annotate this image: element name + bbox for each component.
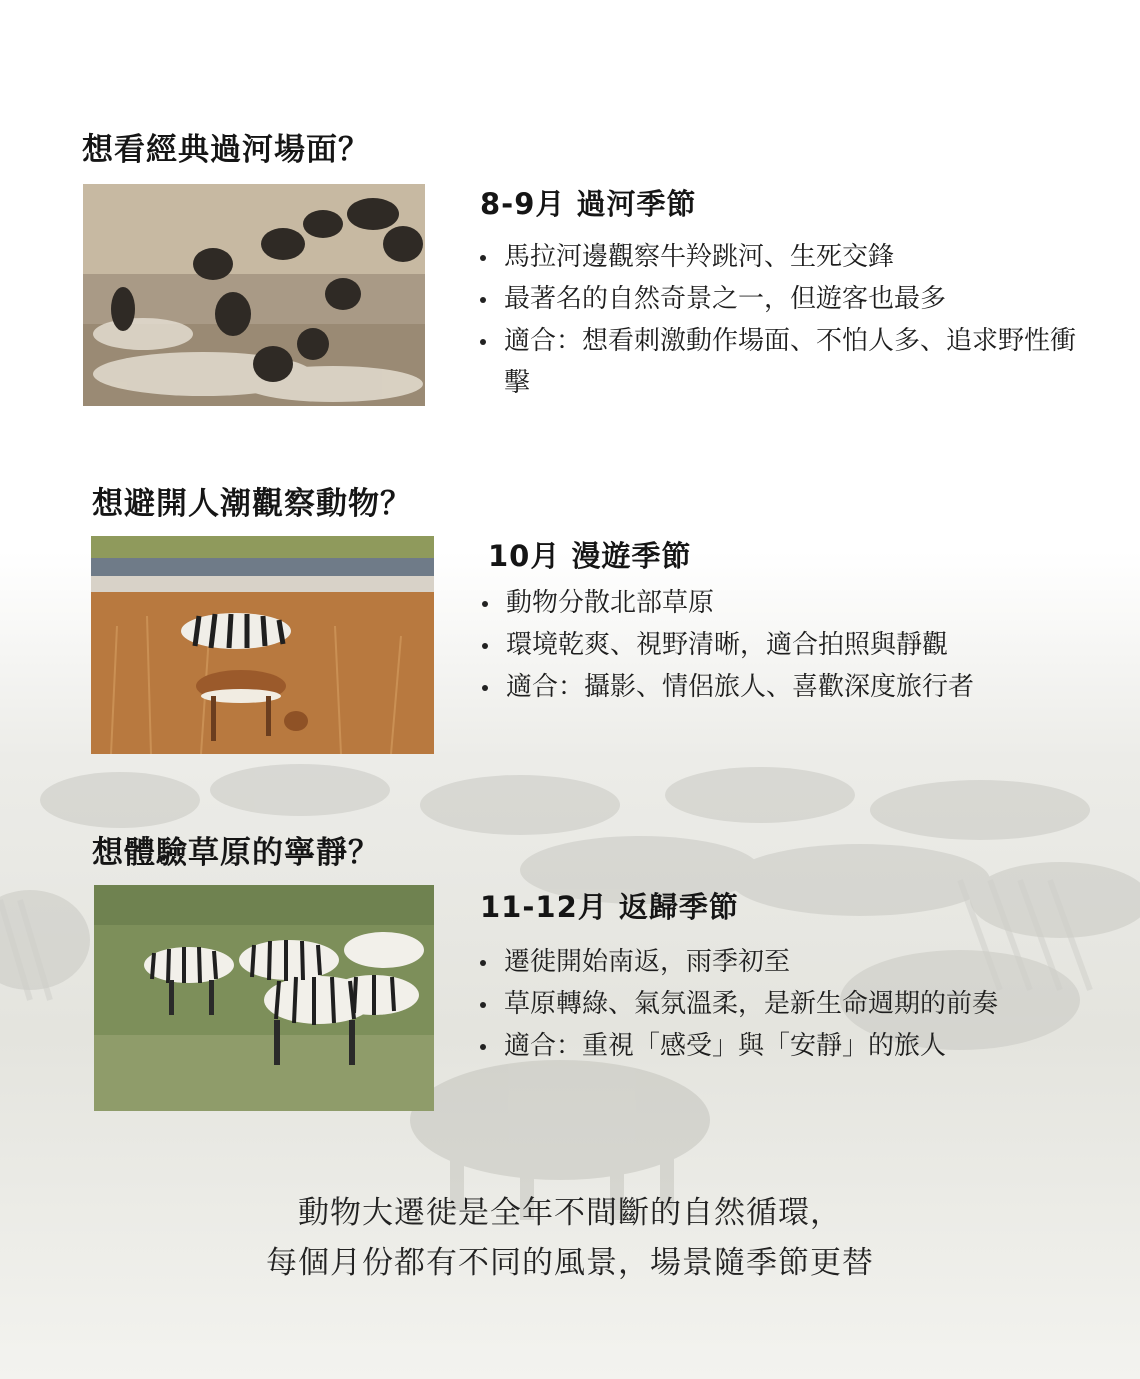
zebras-grazing-photo [94, 885, 434, 1111]
footer-line: 每個月份都有不同的風景，場景隨季節更替 [266, 1245, 874, 1281]
footer-summary [0, 1188, 1140, 1288]
wildebeest-crossing-photo [83, 184, 425, 406]
bullet-list [478, 941, 1098, 1067]
season-title: 8-9月 過河季節 [480, 187, 697, 221]
section-heading: 想看經典過河場面？ [82, 132, 370, 168]
bullet-item: 適合：重視「感受」與「安靜」的旅人 [478, 1025, 1098, 1067]
season-title: 11-12月 返歸季節 [480, 890, 739, 924]
section-heading: 想避開人潮觀察動物？ [92, 486, 412, 522]
bullet-item: 遷徙開始南返，雨季初至 [478, 941, 1098, 983]
bullet-item: 適合：想看刺激動作場面、不怕人多、追求野性衝擊 [478, 320, 1088, 404]
bullet-item: 環境乾爽、視野清晰，適合拍照與靜觀 [480, 624, 1090, 666]
season-title: 10月 漫遊季節 [488, 539, 692, 573]
section-heading: 想體驗草原的寧靜？ [92, 835, 380, 871]
bullet-item: 草原轉綠、氣氛溫柔，是新生命週期的前奏 [478, 983, 1098, 1025]
bullet-list [478, 236, 1088, 404]
bullet-item: 馬拉河邊觀察牛羚跳河、生死交鋒 [478, 236, 1088, 278]
bullet-item: 動物分散北部草原 [480, 582, 1090, 624]
footer-line: 動物大遷徙是全年不間斷的自然循環， [298, 1195, 842, 1231]
bullet-list [480, 582, 1090, 708]
bullet-item: 最著名的自然奇景之一，但遊客也最多 [478, 278, 1088, 320]
bullet-item: 適合：攝影、情侶旅人、喜歡深度旅行者 [480, 666, 1090, 708]
zebra-impala-photo [91, 536, 434, 754]
